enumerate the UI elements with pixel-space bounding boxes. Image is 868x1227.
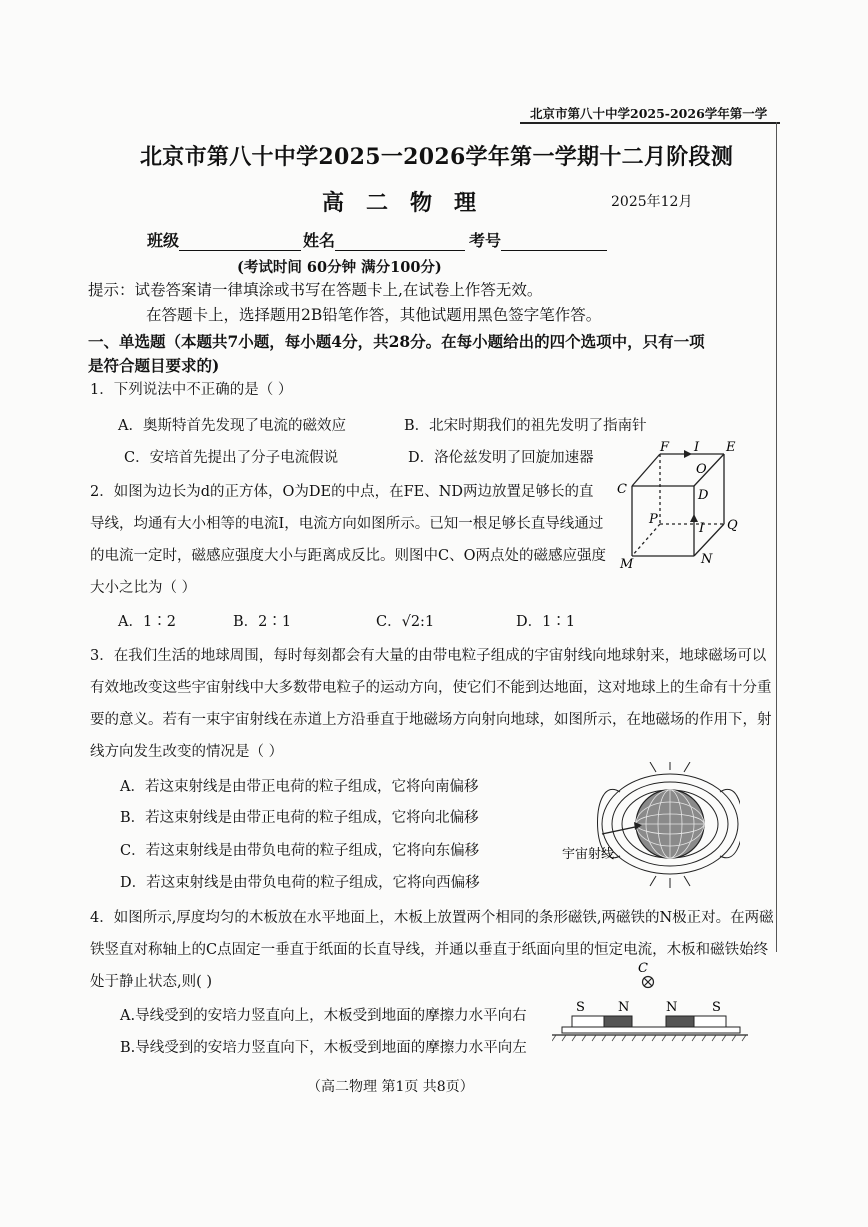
q2-line-1: 2．如图为边长为d的正方体，O为DE的中点，在FE、ND两边放置足够长的直 xyxy=(90,484,594,500)
q1-stem: 1．下列说法中不正确的是（ ） xyxy=(90,382,293,398)
section-heading: 一、单选题（本题共7小题，每小题4分，共28分。在每小题给出的四个选项中，只有一项 xyxy=(88,332,705,351)
magnet1-n-label: N xyxy=(618,1000,630,1015)
class-field[interactable] xyxy=(147,228,301,251)
label-q: Q xyxy=(727,518,738,533)
cosmic-ray-line xyxy=(602,826,640,834)
label-o: O xyxy=(696,462,707,477)
field-line xyxy=(684,762,690,772)
field-line xyxy=(650,762,656,772)
label-n: N xyxy=(701,552,713,567)
label-i-mid: I xyxy=(699,521,705,536)
class-label: 班级 xyxy=(147,231,180,250)
q2-option-a[interactable]: A．1∶2 xyxy=(118,614,176,630)
q2-line-4: 大小之比为（ ） xyxy=(90,580,197,596)
cosmic-ray-label: 宇宙射线 xyxy=(562,847,615,862)
magnet1-s-label: S xyxy=(576,1000,585,1015)
q3-option-c[interactable]: C．若这束射线是由带负电荷的粒子组成，它将向东偏移 xyxy=(120,843,480,859)
exam-title: 北京市第八十中学2025一2026学年第一学期十二月阶段测 xyxy=(140,144,734,170)
current-arrow-icon xyxy=(690,514,698,522)
exam-info: (考试时间 60分钟 满分100分) xyxy=(237,259,442,276)
q3-option-d[interactable]: D．若这束射线是由带负电荷的粒子组成，它将向西偏移 xyxy=(120,875,480,891)
magnet1-n-pole xyxy=(604,1016,632,1027)
header-rule xyxy=(520,122,780,124)
q1-option-b[interactable]: B．北宋时期我们的祖先发明了指南针 xyxy=(404,418,647,434)
q1-option-a[interactable]: A．奥斯特首先发现了电流的磁效应 xyxy=(118,418,346,434)
name-field[interactable] xyxy=(303,228,465,251)
magnet1-s-pole xyxy=(572,1016,604,1027)
magnet2-n-pole xyxy=(666,1016,694,1027)
section-heading-cont: 是符合题目要求的) xyxy=(88,356,220,375)
label-c: C xyxy=(617,482,627,497)
q3-line-2: 有效地改变这些宇宙射线中大多数带电粒子的运动方向，使它们不能到达地面，这对地球上的生命有十分重 xyxy=(90,680,772,696)
label-d: D xyxy=(698,488,709,503)
q2-line-3: 的电流一定时，磁感应强度大小与距离成反比。则图中C、O两点处的磁感应强度 xyxy=(90,548,606,564)
q4-line-3: 处于静止状态,则( ) xyxy=(90,974,213,990)
magnet2-s-pole xyxy=(694,1016,726,1027)
name-label: 姓名 xyxy=(303,231,336,250)
q3-option-a[interactable]: A．若这束射线是由带正电荷的粒子组成，它将向南偏移 xyxy=(120,779,479,795)
exam-date: 2025年12月 xyxy=(611,194,693,210)
margin-rule xyxy=(776,122,777,952)
q1-option-d[interactable]: D．洛伦兹发明了回旋加速器 xyxy=(408,450,594,466)
cube-hidden-edge xyxy=(632,524,660,556)
running-header: 北京市第八十中学2025-2026学年第一学 xyxy=(530,106,768,121)
magnets-figure xyxy=(552,956,752,1046)
q4-option-b[interactable]: B.导线受到的安培力竖直向下，木板受到地面的摩擦力水平向左 xyxy=(120,1040,527,1056)
name-blank[interactable] xyxy=(335,234,465,251)
label-e: E xyxy=(726,440,736,455)
tip-line-1: 提示：试卷答案请一律填涂或书写在答题卡上,在试卷上作答无效。 xyxy=(88,281,543,299)
label-p: P xyxy=(649,512,658,527)
q1-option-c[interactable]: C．安培首先提出了分子电流假说 xyxy=(124,450,339,466)
tip-line-2: 在答题卡上，选择题用2B铅笔作答，其他试题用黑色签字笔作答。 xyxy=(146,306,602,324)
q3-line-4: 线方向发生改变的情况是（ ） xyxy=(90,744,284,760)
q2-line-2: 导线，均通有大小相等的电流I，电流方向如图所示。已知一根足够长直导线通过 xyxy=(90,516,604,532)
field-line xyxy=(650,876,656,886)
subject-title: 高二物理 xyxy=(322,190,499,216)
q4-option-a[interactable]: A.导线受到的安培力竖直向上，木板受到地面的摩擦力水平向右 xyxy=(120,1008,527,1024)
q3-line-1: 3．在我们生活的地球周围，每时每刻都会有大量的由带电粒子组成的宇宙射线向地球射来，地球磁场可以 xyxy=(90,648,767,664)
number-blank[interactable] xyxy=(501,234,607,251)
page-footer: （高二物理 第1页 共8页） xyxy=(307,1079,474,1095)
q3-option-b[interactable]: B．若这束射线是由带正电荷的粒子组成，它将向北偏移 xyxy=(120,810,479,826)
q3-line-3: 要的意义。若有一束宇宙射线在赤道上方沿垂直于地磁场方向射向地球，如图所示，在地磁场的作用下，射 xyxy=(90,712,772,728)
number-label: 考号 xyxy=(469,231,502,250)
number-field[interactable] xyxy=(469,228,607,251)
label-m: M xyxy=(620,557,634,572)
wooden-board xyxy=(562,1027,740,1033)
class-blank[interactable] xyxy=(179,234,301,251)
earth-magnetic-field-figure xyxy=(560,762,740,892)
cube-figure xyxy=(612,436,742,576)
cube-edge xyxy=(632,454,660,486)
q4-line-2: 铁竖直对称轴上的C点固定一垂直于纸面的长直导线，并通以垂直于纸面向里的恒定电流，木板和磁铁始终 xyxy=(90,942,769,958)
q4-line-1: 4．如图所示,厚度均匀的木板放在水平地面上，木板上放置两个相同的条形磁铁,两磁铁的N极正对。在两磁 xyxy=(90,910,774,926)
label-f: F xyxy=(660,440,670,455)
label-i-top: I xyxy=(694,440,700,455)
magnet2-n-label: N xyxy=(666,1000,678,1015)
q2-option-d[interactable]: D．1∶1 xyxy=(516,614,576,630)
field-line xyxy=(684,876,690,886)
magnet2-s-label: S xyxy=(712,1000,721,1015)
q2-option-c[interactable]: C．√2:1 xyxy=(376,614,435,630)
current-arrow-icon xyxy=(684,450,692,458)
label-c-point: C xyxy=(638,961,648,976)
q2-option-b[interactable]: B．2∶1 xyxy=(233,614,292,630)
